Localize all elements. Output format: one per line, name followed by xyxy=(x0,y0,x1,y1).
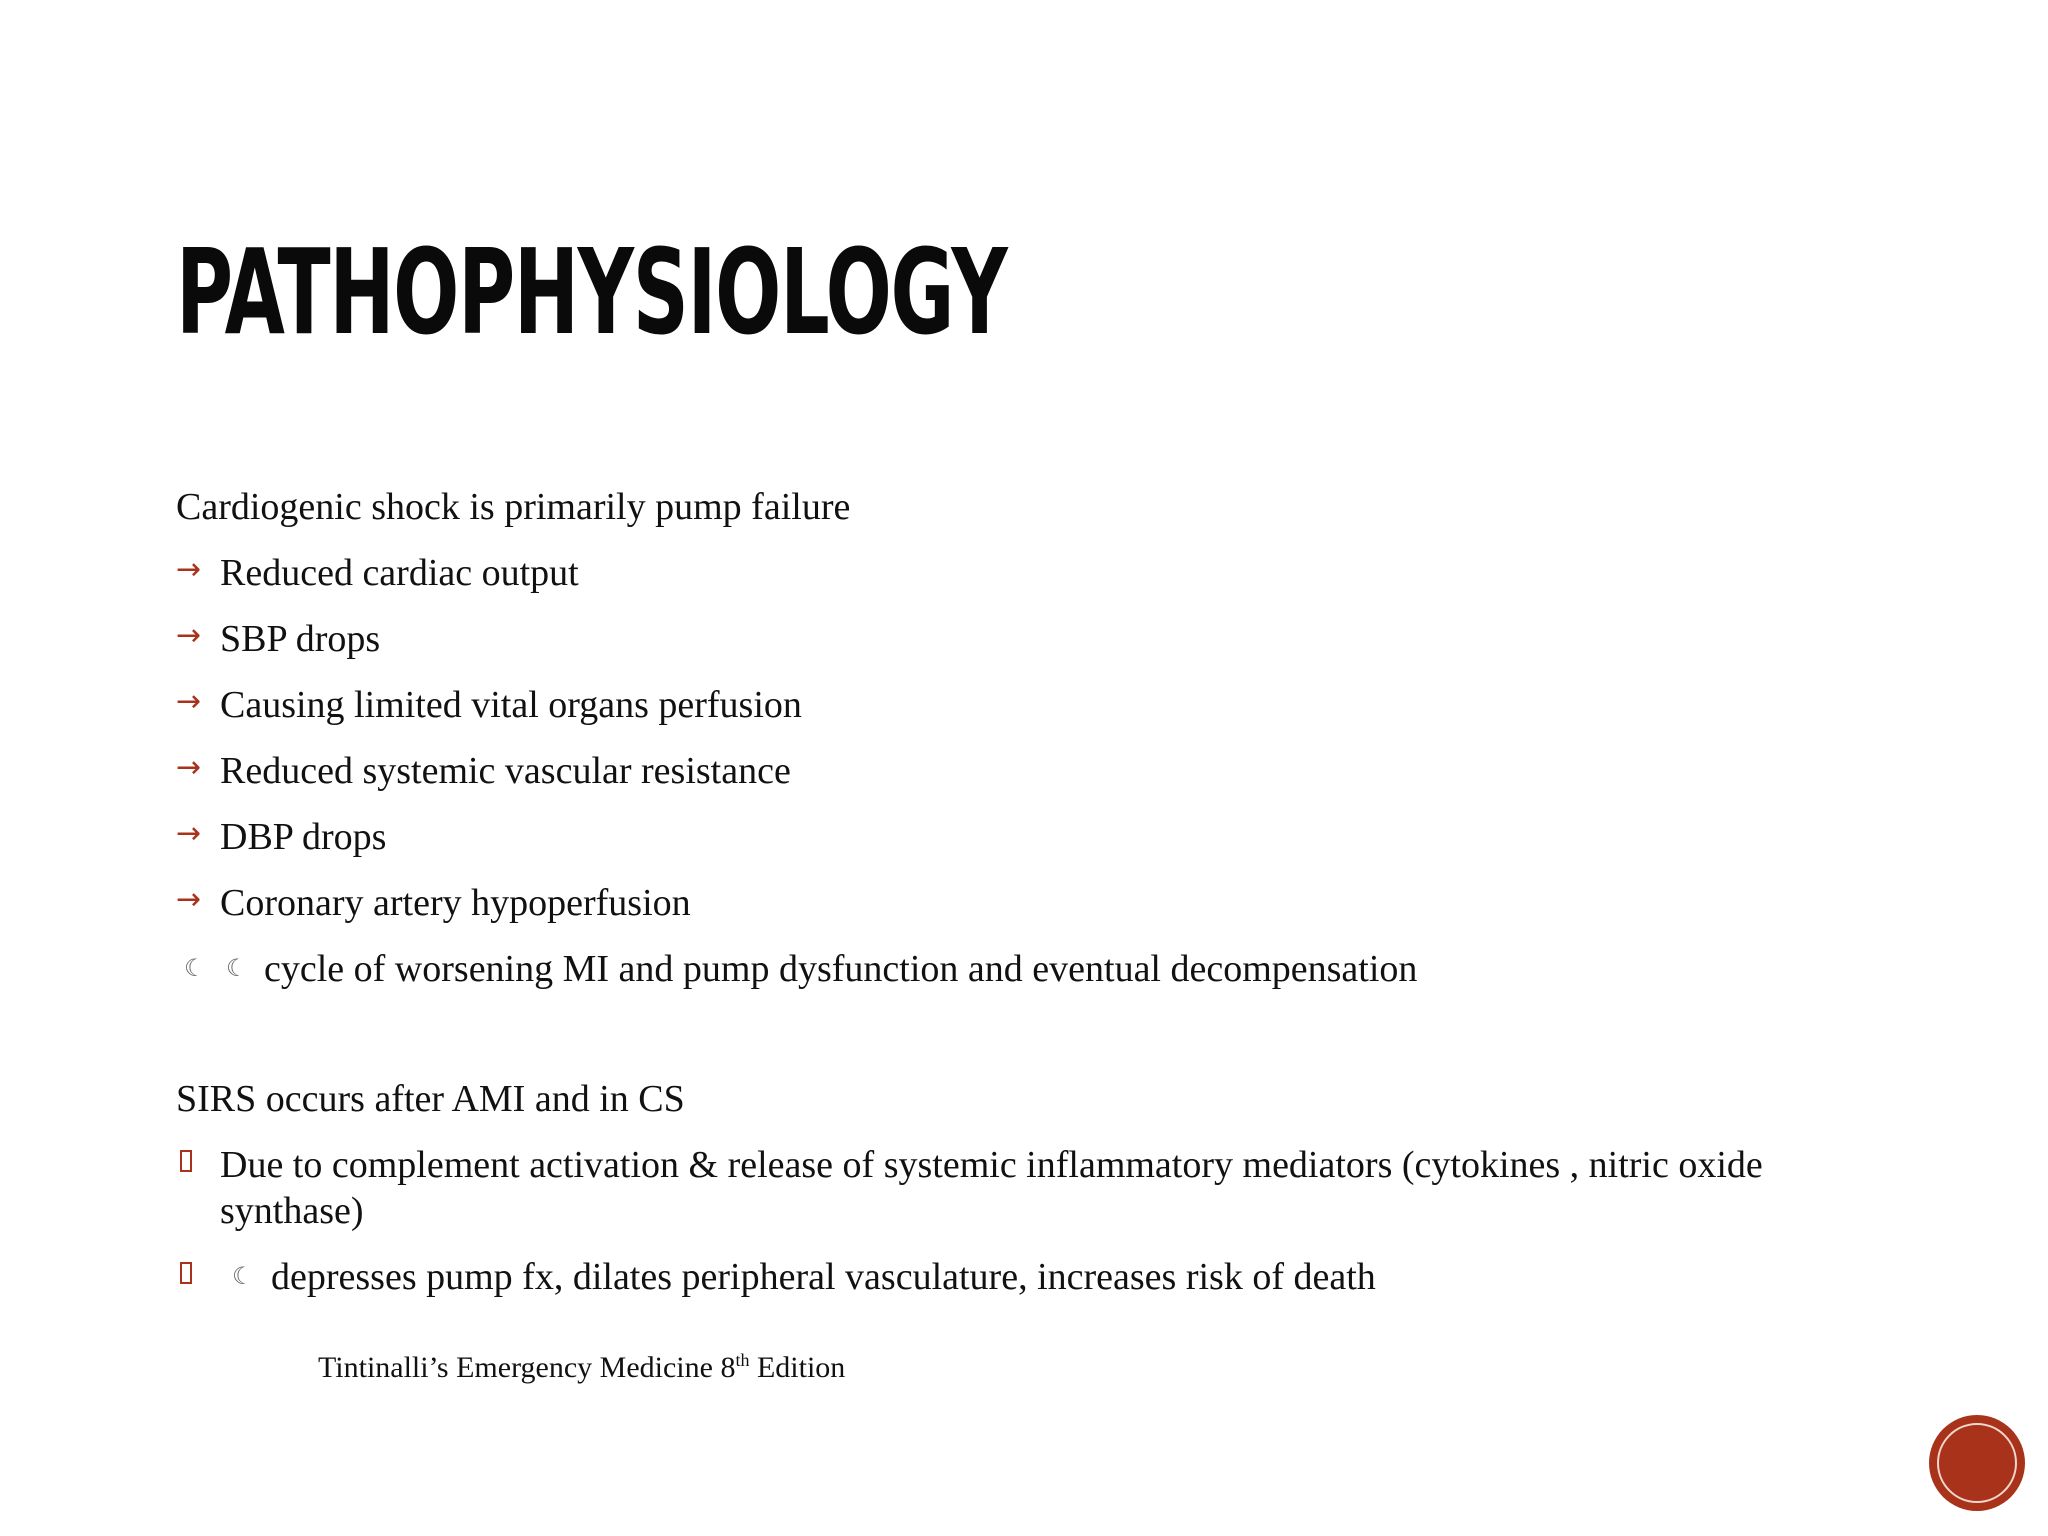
list-item xyxy=(176,1254,1876,1300)
list-item xyxy=(176,814,1876,860)
right-arrow-icon: → xyxy=(176,618,202,653)
square-bullet-icon xyxy=(180,1150,192,1172)
crescent-moon-icon: ☾ xyxy=(184,954,206,982)
list-item-text: Coronary artery hypoperfusion xyxy=(220,882,691,924)
intro-text: Cardiogenic shock is primarily pump failure xyxy=(176,486,851,528)
slide-body xyxy=(176,484,1876,1320)
crescent-moon-icon: ☾ xyxy=(232,1262,254,1290)
right-arrow-icon: → xyxy=(176,882,202,917)
right-arrow-icon: → xyxy=(176,684,202,719)
list-item-text: depresses pump fx, dilates peripheral vasculature, increases risk of death xyxy=(271,1256,1376,1298)
list-item xyxy=(176,682,1876,728)
list-item-text: DBP drops xyxy=(220,816,387,858)
crescent-moon-icon: ☾ xyxy=(226,954,248,982)
list-item-text: SBP drops xyxy=(220,618,381,660)
citation-text-end: Edition xyxy=(749,1351,846,1384)
square-bullet-icon xyxy=(180,1262,192,1284)
slide-number-badge xyxy=(1932,1418,2022,1508)
list-item xyxy=(176,748,1876,794)
right-arrow-icon: → xyxy=(176,816,202,851)
citation-text: Tintinalli’s Emergency Medicine 8 xyxy=(318,1351,736,1384)
list-item-text: Due to complement activation & release of systemic inflammatory mediators (cytokines , nitric oxide synthase) xyxy=(220,1144,1763,1232)
spacer xyxy=(176,1012,1876,1076)
list-item-text: Causing limited vital organs perfusion xyxy=(220,684,802,726)
cycle-item xyxy=(176,946,1876,992)
list-item xyxy=(176,1142,1876,1234)
cycle-item-text: cycle of worsening MI and pump dysfunction and eventual decompensation xyxy=(264,948,1418,990)
list-item-text: Reduced cardiac output xyxy=(220,552,579,594)
slide-title: PATHOPHYSIOLOGY xyxy=(176,223,1007,361)
citation xyxy=(318,1348,845,1388)
list-item xyxy=(176,616,1876,662)
right-arrow-icon: → xyxy=(176,552,202,587)
right-arrow-icon: → xyxy=(176,750,202,785)
list-item-text: Reduced systemic vascular resistance xyxy=(220,750,791,792)
sirs-heading: SIRS occurs after AMI and in CS xyxy=(176,1078,685,1120)
list-item xyxy=(176,550,1876,596)
list-item xyxy=(176,880,1876,926)
citation-superscript: th xyxy=(735,1350,750,1370)
